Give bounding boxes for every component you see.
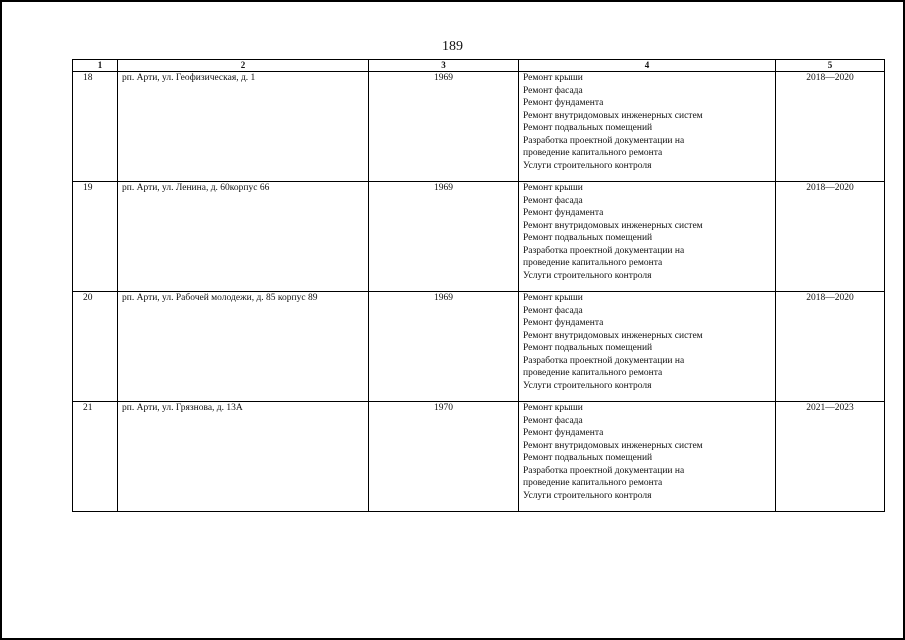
row-number: 18 — [73, 72, 118, 182]
work-item: Ремонт внутридомовых инженерных систем — [523, 440, 703, 451]
work-item: Ремонт подвальных помещений — [523, 123, 653, 133]
header-row — [73, 60, 885, 72]
row-works-list — [519, 292, 776, 402]
row-address: рп. Арти, ул. Грязнова, д. 13А — [118, 402, 369, 512]
row-address: рп. Арти, ул. Ленина, д. 60корпус 66 — [118, 182, 369, 292]
work-item: Ремонт фасада — [523, 195, 583, 206]
page-number: 189 — [442, 39, 463, 54]
row-address: рп. Арти, ул. Рабочей молодежи, д. 85 корпус 89 — [118, 292, 369, 402]
row-period: 2018—2020 — [776, 72, 885, 182]
row-works-list — [519, 182, 776, 292]
table-row — [73, 402, 885, 512]
column-header-4: 4 — [519, 60, 776, 72]
row-works-list — [519, 72, 776, 182]
row-year: 1969 — [369, 72, 519, 182]
work-item: Услуги строительного контроля — [523, 270, 652, 281]
repair-schedule-table — [72, 59, 885, 512]
work-item: Ремонт фасада — [523, 305, 583, 316]
work-item: Ремонт подвальных помещений — [523, 343, 653, 353]
row-period: 2021—2023 — [776, 402, 885, 512]
row-period: 2018—2020 — [776, 292, 885, 402]
work-item: Разработка проектной документации на — [523, 355, 685, 366]
work-item: Ремонт подвальных помещений — [523, 233, 653, 243]
row-year: 1969 — [369, 292, 519, 402]
row-address: рп. Арти, ул. Геофизическая, д. 1 — [118, 72, 369, 182]
row-number: 20 — [73, 292, 118, 402]
work-item: Разработка проектной документации на — [523, 245, 685, 256]
work-item: проведение капитального ремонта — [523, 148, 663, 158]
work-item: Ремонт крыши — [523, 73, 583, 83]
work-item: Ремонт фундамента — [523, 98, 604, 108]
work-item: Ремонт внутридомовых инженерных систем — [523, 330, 703, 341]
work-item: Разработка проектной документации на — [523, 135, 685, 146]
work-item: Услуги строительного контроля — [523, 160, 652, 171]
work-item: Ремонт внутридомовых инженерных систем — [523, 220, 703, 231]
column-header-3: 3 — [369, 60, 519, 72]
work-item: проведение капитального ремонта — [523, 478, 663, 488]
table-row — [73, 72, 885, 182]
table-body — [73, 72, 885, 512]
work-item: проведение капитального ремонта — [523, 258, 663, 268]
work-item: Ремонт фасада — [523, 415, 583, 426]
work-item: Ремонт фундамента — [523, 208, 604, 218]
row-year: 1970 — [369, 402, 519, 512]
row-number: 21 — [73, 402, 118, 512]
column-header-1: 1 — [73, 60, 118, 72]
work-item: Ремонт крыши — [523, 183, 583, 193]
row-works-list — [519, 402, 776, 512]
row-period: 2018—2020 — [776, 182, 885, 292]
column-header-5: 5 — [776, 60, 885, 72]
row-year: 1969 — [369, 182, 519, 292]
work-item: Ремонт фундамента — [523, 428, 604, 438]
table-row — [73, 292, 885, 402]
work-item: Услуги строительного контроля — [523, 490, 652, 501]
table-header — [73, 60, 885, 72]
work-item: проведение капитального ремонта — [523, 368, 663, 378]
work-item: Ремонт внутридомовых инженерных систем — [523, 110, 703, 121]
row-number: 19 — [73, 182, 118, 292]
work-item: Ремонт фундамента — [523, 318, 604, 328]
work-item: Ремонт фасада — [523, 85, 583, 96]
work-item: Ремонт крыши — [523, 403, 583, 413]
column-header-2: 2 — [118, 60, 369, 72]
table-row — [73, 182, 885, 292]
work-item: Ремонт подвальных помещений — [523, 453, 653, 463]
work-item: Услуги строительного контроля — [523, 380, 652, 391]
work-item: Ремонт крыши — [523, 293, 583, 303]
work-item: Разработка проектной документации на — [523, 465, 685, 476]
